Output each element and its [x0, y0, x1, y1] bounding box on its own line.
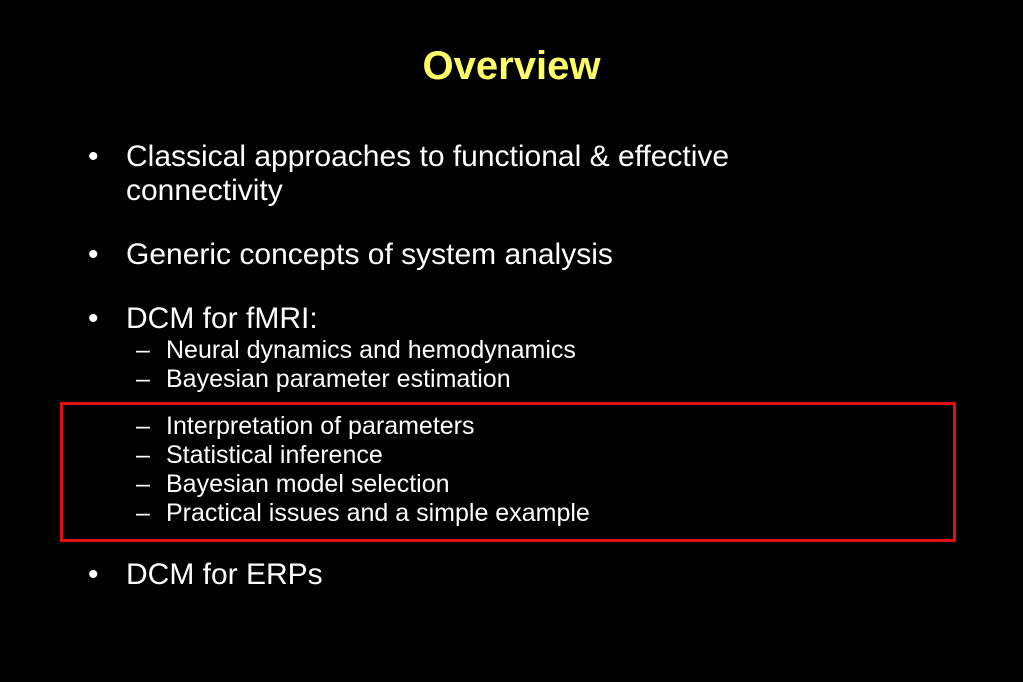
bullet-text-line-1: Classical approaches to functional & effective [126, 140, 730, 173]
bullet-marker: • [88, 140, 99, 173]
sub-item-text: Practical issues and a simple example [166, 499, 590, 527]
sub-marker: – [136, 441, 150, 469]
bullet-marker: • [88, 238, 99, 271]
sub-item-text: Interpretation of parameters [166, 412, 475, 440]
sub-marker: – [136, 470, 150, 498]
sub-item-text: Bayesian parameter estimation [166, 365, 511, 393]
slide-title: Overview [422, 44, 601, 88]
bullet-text: DCM for fMRI: [126, 302, 318, 335]
bullet-text: Generic concepts of system analysis [126, 238, 613, 271]
sub-item-text: Bayesian model selection [166, 470, 450, 498]
bullet-marker: • [88, 302, 99, 335]
sub-item-text: Statistical inference [166, 441, 383, 469]
bullet-marker: • [88, 558, 99, 591]
sub-marker: – [136, 365, 150, 393]
sub-marker: – [136, 336, 150, 364]
bullet-text-line-2: connectivity [126, 174, 283, 207]
sub-marker: – [136, 499, 150, 527]
sub-item-text: Neural dynamics and hemodynamics [166, 336, 576, 364]
bullet-text: DCM for ERPs [126, 558, 323, 591]
sub-marker: – [136, 412, 150, 440]
